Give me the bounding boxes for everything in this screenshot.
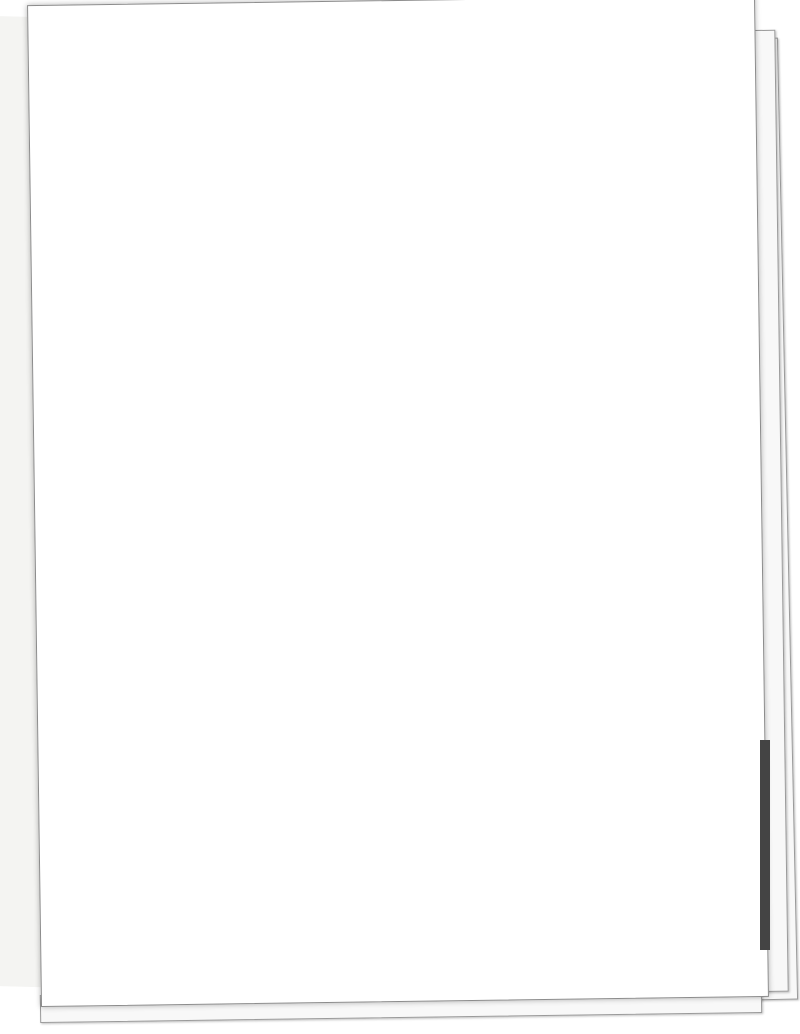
book-page (27, 0, 769, 1007)
running-title (706, 686, 732, 694)
annotation-notes (114, 259, 700, 267)
edge-tab (760, 740, 770, 950)
classic-text (110, 1, 686, 9)
